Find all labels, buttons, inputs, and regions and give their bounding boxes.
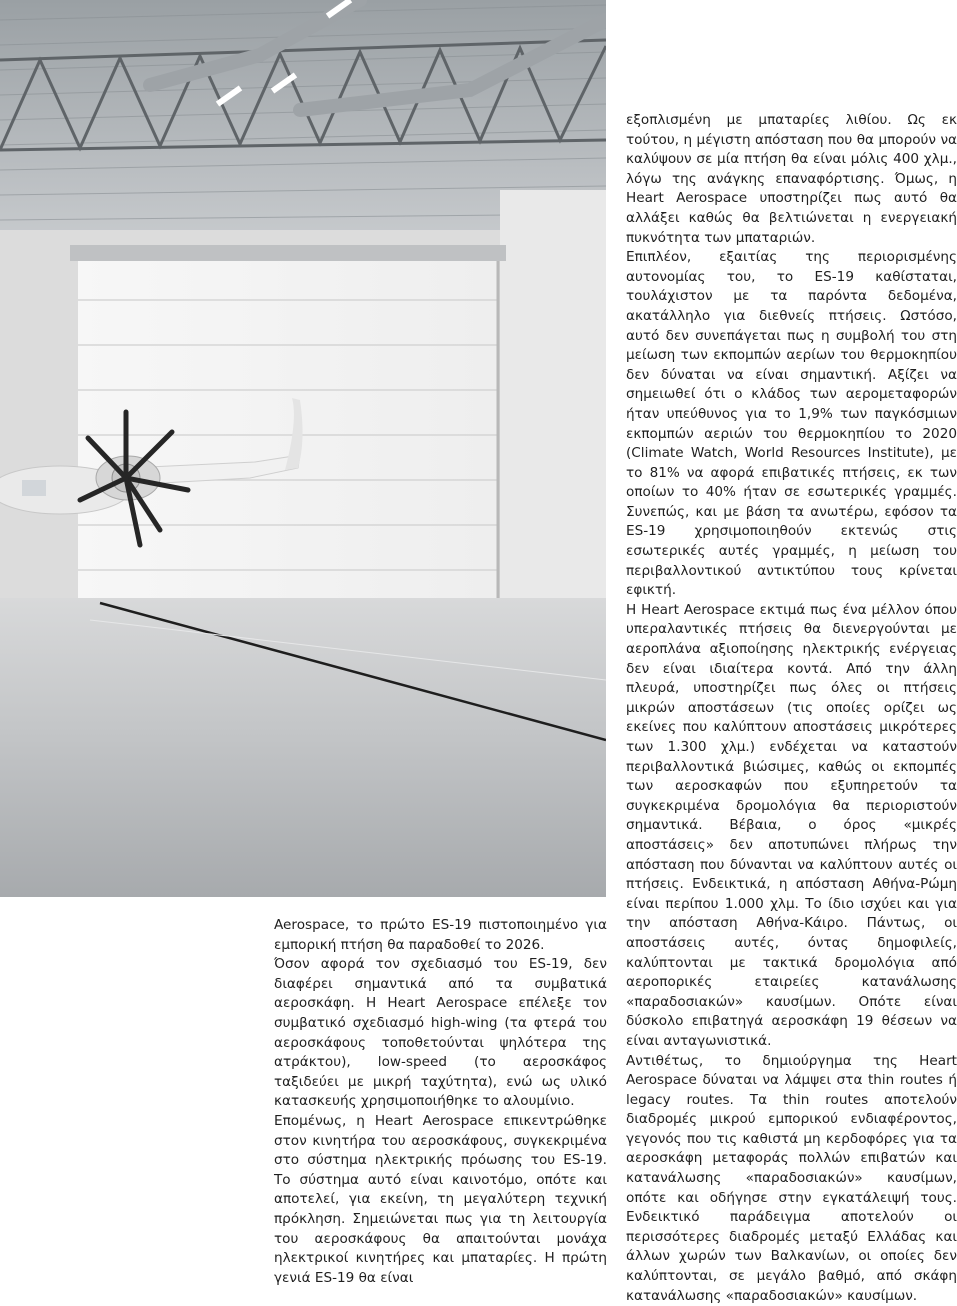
right-wall (500, 190, 606, 630)
article-right-column (626, 111, 957, 1306)
door-lintel (70, 245, 506, 261)
hangar-illustration (0, 0, 606, 897)
article-paragraph: εξοπλισμένη με μπαταρίες λιθίου. Ως εκ τούτου, η μέγιστη απόσταση που θα μπορούν να καλύψουν σε μία πτήση θα είναι μόλις 400 χλμ., λόγω της ανάγκης επαναφόρτισης. Όμως, η Heart Aerospace υποστηρίζει πως αυτό θα αλλάξει καθώς θα βελτιώνεται η ενεργειακή πυκνότητα των μπαταριών. (626, 111, 957, 248)
article-left-column (274, 916, 607, 1288)
article-paragraph: Aerospace, το πρώτο ES-19 πιστοποιημένο για εμπορική πτήση θα παραδοθεί το 2026. (274, 916, 607, 955)
hangar-photo (0, 0, 606, 897)
article-paragraph: Η Heart Aerospace εκτιμά πως ένα μέλλον όπου υπεραλαντικές πτήσεις θα διενεργούνται με αεροπλάνα αξιοποίησης ηλεκτρικής ενέργειας δεν είναι ιδιαίτερα κοντά. Από την άλλη πλευρά, υποστηρίζει πως όλες οι πτήσεις μικρών αποστάσεων (τις οποίες ορίζει ως εκείνες που καλύπτουν αποστάσεις μικρότερες των 1.300 χλμ.) ενδέχεται να καταστούν περιβαλλοντικά βιώσιμες, καθώς οι εκπομπές των αεροσκαφών που εξυπηρετούν τα συγκεκριμένα δρομολόγια θα περιοριστούν σημαντικά. Βέβαια, ο όρος «μικρές αποστάσεις» δεν αποτυπώνει πλήρως την απόσταση που δύνανται να καλύπτουν αυτές οι πτήσεις. Ενδεικτικά, η απόσταση Αθήνα-Ρώμη είναι περίπου 1.000 χλμ. Το ίδιο ισχύει και για την απόσταση Αθήνα-Κάιρο. Πάντως, οι αποστάσεις αυτές, όντας δημοφιλείς, καλύπτονται με τακτικά δρομολόγια από αεροπορικές εταιρείες κατανάλωσης «παραδοσιακών» καυσίμων. Οπότε είναι δύσκολο επιβατηγά αεροσκάφη 19 θέσεων να είναι ανταγωνιστικά. (626, 601, 957, 1052)
article-paragraph: Επιπλέον, εξαιτίας της περιορισμένης αυτονομίας του, το ES-19 καθίσταται, τουλάχιστον με τα παρόντα δεδομένα, ακατάλληλο για διεθνείς πτήσεις. Ωστόσο, αυτό δεν συνεπάγεται πως η συμβολή του στη μείωση των εκπομπών αερίων του θερμοκηπίου δεν δύναται να είναι σημαντική. Αξίζει να σημειωθεί ότι ο κλάδος των αερομεταφορών ήταν υπεύθυνος για το 1,9% των παγκόσμιων εκπομπών αεριών του θερμοκηπίου το 2020 (Climate Watch, World Resources Institute), με το 81% να αφορά επιβατικές πτήσεις, εκ των οποίων το 40% ήταν σε εσωτερικές γραμμές. Συνεπώς, και με βάση τα ανωτέρω, εφόσον τα ES-19 χρησιμοποιηθούν εκτενώς στις εσωτερικές αυτές γραμμές, η μείωση του περιβαλλοντικού αντικτύπου τους κρίνεται εφικτή. (626, 248, 957, 601)
article-paragraph: Επομένως, η Heart Aerospace επικεντρώθηκε στον κινητήρα του αεροσκάφους, συγκεκριμένα στο σύστημα ηλεκτρικής πρόωσης του ES-19. Το σύστημα αυτό είναι καινοτόμο, οπότε και αποτελεί, για εκείνη, τη μεγαλύτερη τεχνική πρόκληση. Σημειώνεται πως για τη λειτουργία του αεροσκάφους θα απαιτούνται μονάχα ηλεκτρικοί κινητήρες και μπαταρίες. Η πρώτη γενιά ES-19 θα είναι (274, 1112, 607, 1288)
article-paragraph: Αντιθέτως, το δημιούργημα της Heart Aerospace δύναται να λάμψει στα thin routes ή legacy routes. Τα thin routes αποτελούν διαδρομές μικρού εμπορικού ενδιαφέροντος, γεγονός που τις καθιστά μη κερδοφόρες για τα αεροσκάφη μεταφοράς πολλών επιβατών και κατανάλωσης «παραδοσιακών» καυσίμων, οπότε και οδήγησε στην εγκατάλειψή τους. Ενδεικτικό παράδειγμα αποτελούν οι περισσότερες διαδρομές μεταξύ Ελλάδας και άλλων χωρών των Βαλκανίων, οι οποίες δεν καλύπτονται, σε μεγάλο βαθμό, από σκάφη κατανάλωσης «παραδοσιακών» καυσίμων. (626, 1052, 957, 1306)
hangar-door (78, 260, 498, 600)
article-paragraph: Όσον αφορά τον σχεδιασμό του ES-19, δεν διαφέρει σημαντικά από τα συμβατικά αεροσκάφη. Η Heart Aerospace επέλεξε τον συμβατικό σχεδιασμό high-wing (τα φτερά του αεροσκάφους τοποθετούνται ψηλότερα της ατράκτου), low-speed (το αεροσκάφος ταξιδεύει με μικρή ταχύτητα), ενώ ως υλικό κατασκευής χρησιμοποιήθηκε το αλουμίνιο. (274, 955, 607, 1112)
hangar-floor (0, 598, 606, 897)
